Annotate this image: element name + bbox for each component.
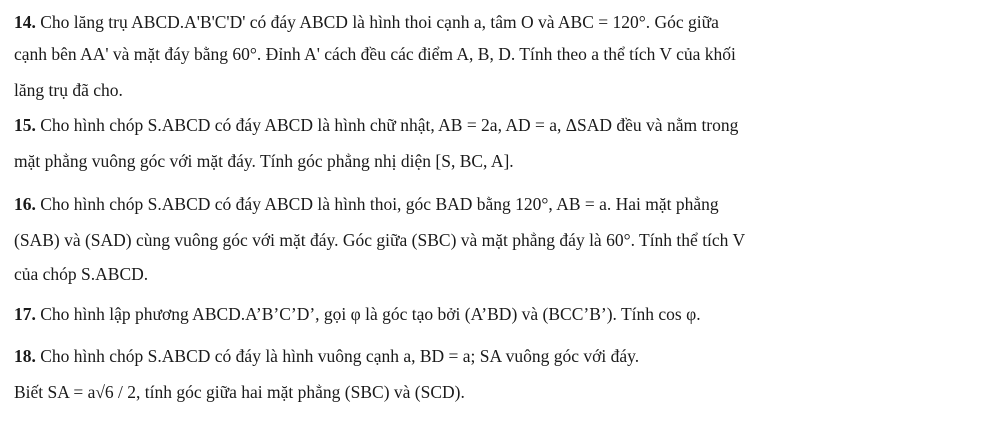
problem-17-line-1 (14, 302, 701, 326)
problem-14-number: 14. (14, 12, 36, 32)
problem-14-line-3 (14, 78, 123, 102)
problem-14-line-1 (14, 10, 719, 34)
problem-14-text-1: Cho lăng trụ ABCD.A'B'C'D' có đáy ABCD là hình thoi cạnh a, tâm O và ABC = 120°. Góc giữa (40, 12, 719, 32)
problem-18-line-2 (14, 380, 465, 404)
problem-14-line-2 (14, 42, 736, 66)
problem-18-text-1: Cho hình chóp S.ABCD có đáy là hình vuông cạnh a, BD = a; SA vuông góc với đáy. (40, 346, 640, 366)
problem-16-number: 16. (14, 194, 36, 214)
problem-16-line-2 (14, 228, 745, 252)
problem-17-number: 17. (14, 304, 36, 324)
problem-18-line-1 (14, 344, 639, 368)
problem-18-number: 18. (14, 346, 36, 366)
problem-15-line-2 (14, 149, 514, 173)
problem-18-text-2: Biết SA = a√6 / 2, tính góc giữa hai mặt phẳng (SBC) và (SCD). (14, 382, 465, 402)
problem-15-text-2: mặt phẳng vuông góc với mặt đáy. Tính góc phẳng nhị diện [S, BC, A]. (14, 151, 514, 171)
problem-16-text-1: Cho hình chóp S.ABCD có đáy ABCD là hình thoi, góc BAD bằng 120°, AB = a. Hai mặt phẳng (40, 194, 719, 214)
problem-14-text-3: lăng trụ đã cho. (14, 80, 123, 100)
problem-16-line-1 (14, 192, 719, 216)
problem-16-text-2: (SAB) và (SAD) cùng vuông góc với mặt đáy. Góc giữa (SBC) và mặt phẳng đáy là 60°. Tính thể tích V (14, 230, 746, 250)
problem-16-text-3: của chóp S.ABCD. (14, 264, 149, 284)
problem-14-text-2: cạnh bên AA' và mặt đáy bằng 60°. Đỉnh A' cách đều các điểm A, B, D. Tính theo a thể tích V của khối (14, 44, 736, 64)
problem-15-number: 15. (14, 115, 36, 135)
problem-17-text-1: Cho hình lập phương ABCD.A’B’C’D’, gọi φ là góc tạo bởi (A’BD) và (BCC’B’). Tính cos φ. (40, 304, 701, 324)
problem-16-line-3 (14, 262, 148, 286)
problem-15-text-1: Cho hình chóp S.ABCD có đáy ABCD là hình chữ nhật, AB = 2a, AD = a, ΔSAD đều và nằm trong (40, 115, 739, 135)
problem-15-line-1 (14, 113, 738, 137)
